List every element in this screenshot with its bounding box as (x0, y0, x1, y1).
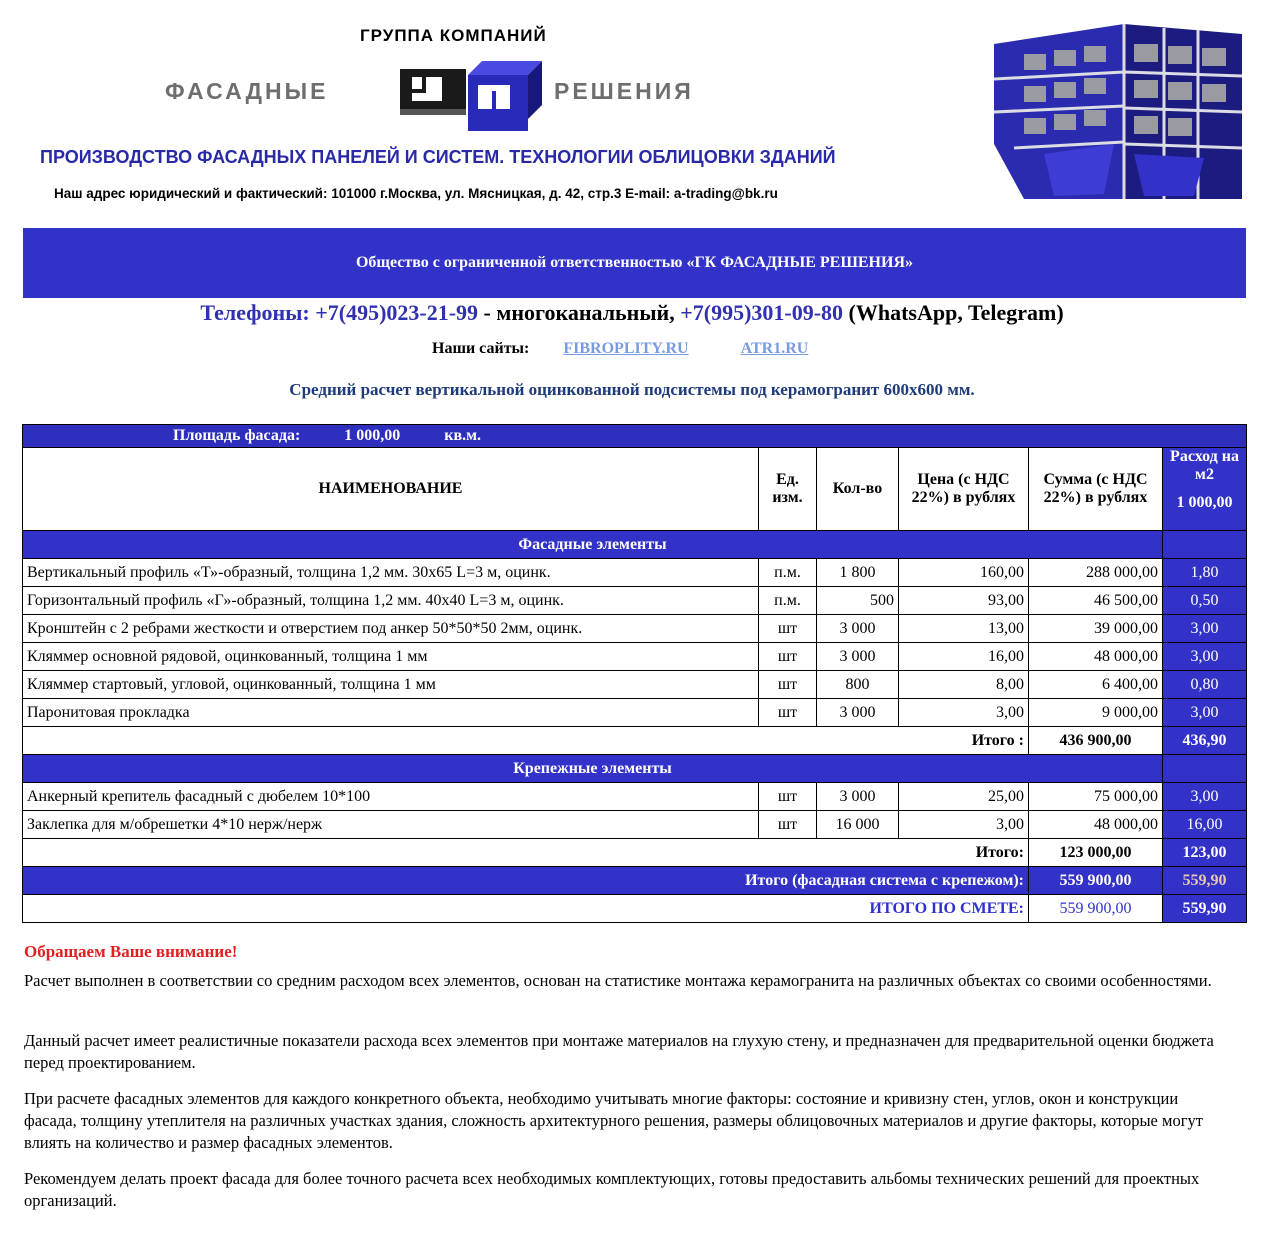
row-qty: 1 800 (817, 559, 899, 587)
row-price: 16,00 (899, 643, 1029, 671)
row-rate: 1,80 (1163, 559, 1247, 587)
area-label: Площадь фасада: (173, 427, 301, 444)
subtotal-label: Итого: (23, 839, 1029, 867)
row-sum: 9 000,00 (1029, 699, 1163, 727)
site-link-fibroplity[interactable]: FIBROPLITY.RU (563, 340, 689, 357)
row-sum: 48 000,00 (1029, 811, 1163, 839)
header-name: НАИМЕНОВАНИЕ (23, 448, 759, 531)
row-name: Вертикальный профиль «Т»-образный, толщина 1,2 мм. 30х65 L=3 м, оцинк. (23, 559, 759, 587)
grand-total-label: Итого (фасадная система с крепежом): (23, 867, 1029, 895)
note-paragraph-4: Рекомендуем делать проект фасада для более точного расчета всех необходимых комплектующих, готовы предоставить альбомы технических решений для проектных организаций. (24, 1169, 1200, 1210)
group-title: ГРУППА КОМПАНИЙ (360, 26, 547, 45)
company-address: Наш адрес юридический и фактический: 101000 г.Москва, ул. Мясницкая, д. 42, стр.3 E-mail: a-trading@bk.ru (54, 186, 778, 201)
table-row (23, 699, 1247, 727)
row-rate: 0,80 (1163, 671, 1247, 699)
area-unit: кв.м. (444, 427, 482, 444)
row-price: 25,00 (899, 783, 1029, 811)
table-header-row (23, 448, 1247, 531)
row-rate: 3,00 (1163, 643, 1247, 671)
row-price: 8,00 (899, 671, 1029, 699)
row-unit: шт (759, 699, 817, 727)
header-rate-label: Расход на м2 (1170, 448, 1239, 483)
area-row (23, 425, 1247, 448)
row-unit: п.м. (759, 559, 817, 587)
row-price: 3,00 (899, 699, 1029, 727)
row-qty: 500 (817, 587, 899, 615)
grand-total-row (23, 867, 1247, 895)
subtotal-sum: 123 000,00 (1029, 839, 1163, 867)
row-rate: 0,50 (1163, 587, 1247, 615)
row-price: 93,00 (899, 587, 1029, 615)
header-rate (1163, 448, 1247, 531)
row-sum: 6 400,00 (1029, 671, 1163, 699)
row-sum: 288 000,00 (1029, 559, 1163, 587)
row-name: Кляммер стартовый, угловой, оцинкованный, толщина 1 мм (23, 671, 759, 699)
table-row (23, 783, 1247, 811)
row-name: Горизонтальный профиль «Г»-образный, толщина 1,2 мм. 40х40 L=3 м, оцинк. (23, 587, 759, 615)
row-rate: 3,00 (1163, 615, 1247, 643)
row-unit: шт (759, 671, 817, 699)
sites-label: Наши сайты: (432, 340, 530, 357)
section-title: Фасадные элементы (23, 531, 1163, 559)
notice-title: Обращаем Ваше внимание! (24, 942, 238, 961)
row-sum: 46 500,00 (1029, 587, 1163, 615)
subtotal-row-facade (23, 727, 1247, 755)
note-paragraph-1: Расчет выполнен в соответствии со средним расходом всех элементов, основан на статистике монтажа керамогранита на различных объектах со своими особенностями. (24, 971, 1212, 990)
final-total-rate: 559,90 (1163, 895, 1247, 923)
table-row (23, 615, 1247, 643)
final-total-label: ИТОГО ПО СМЕТЕ: (23, 895, 1029, 923)
header-price: Цена (с НДС 22%) в рублях (899, 448, 1029, 531)
phone-main[interactable]: Телефоны: +7(495)023-21-99 (200, 300, 479, 325)
final-total-row (23, 895, 1247, 923)
company-logo-icon (398, 55, 544, 133)
phones-line (0, 300, 1264, 326)
row-price: 13,00 (899, 615, 1029, 643)
table-row (23, 671, 1247, 699)
row-rate: 3,00 (1163, 699, 1247, 727)
grand-total-rate: 559,90 (1163, 867, 1247, 895)
row-unit: шт (759, 811, 817, 839)
section-row-facade (23, 531, 1247, 559)
subtotal-label: Итого : (23, 727, 1029, 755)
row-price: 160,00 (899, 559, 1029, 587)
estimate-table (22, 424, 1247, 923)
calculation-title: Средний расчет вертикальной оцинкованной подсистемы под керамогранит 600х600 мм. (289, 380, 975, 399)
company-banner: Общество с ограниченной ответственностью «ГК ФАСАДНЫЕ РЕШЕНИЯ» (23, 228, 1246, 298)
grand-total-sum: 559 900,00 (1029, 867, 1163, 895)
phone-second[interactable]: +7(995)301-09-80 (680, 300, 844, 325)
row-qty: 3 000 (817, 643, 899, 671)
table-row (23, 811, 1247, 839)
row-unit: шт (759, 643, 817, 671)
row-price: 3,00 (899, 811, 1029, 839)
row-name: Анкерный крепитель фасадный с дюбелем 10*100 (23, 783, 759, 811)
site-link-atr1[interactable]: ATR1.RU (740, 340, 809, 357)
header-qty: Кол-во (817, 448, 899, 531)
building-facade-image (984, 24, 1246, 199)
row-qty: 16 000 (817, 811, 899, 839)
row-unit: шт (759, 783, 817, 811)
row-qty: 3 000 (817, 615, 899, 643)
row-sum: 75 000,00 (1029, 783, 1163, 811)
subtotal-sum: 436 900,00 (1029, 727, 1163, 755)
row-qty: 800 (817, 671, 899, 699)
row-name: Паронитовая прокладка (23, 699, 759, 727)
row-sum: 39 000,00 (1029, 615, 1163, 643)
phone-messengers-note: (WhatsApp, Telegram) (843, 300, 1064, 325)
subtotal-rate: 436,90 (1163, 727, 1247, 755)
area-value: 1 000,00 (344, 427, 401, 444)
header-sum: Сумма (с НДС 22%) в рублях (1029, 448, 1163, 531)
table-row (23, 559, 1247, 587)
table-row (23, 643, 1247, 671)
subtotal-row-fasteners (23, 839, 1247, 867)
row-name: Заклепка для м/обрешетки 4*10 нерж/нерж (23, 811, 759, 839)
section-title: Крепежные элементы (23, 755, 1163, 783)
note-paragraph-3: При расчете фасадных элементов для каждого конкретного объекта, необходимо учитывать многие факторы: состояние и кривизну стен, углов, окон и конструкции фасада, толщину утеплителя на различных участках здания, сложность архитектурного решения, размеры облицовочных материалов и другие факторы, которые могут влиять на количество и размер фасадных элементов. (24, 1089, 1203, 1152)
row-unit: шт (759, 615, 817, 643)
header-rate-value: 1 000,00 (1176, 494, 1233, 511)
section-row-fasteners (23, 755, 1247, 783)
brand-word-left: ФАСАДНЫЕ (165, 78, 329, 104)
row-rate: 16,00 (1163, 811, 1247, 839)
row-qty: 3 000 (817, 699, 899, 727)
sites-line (432, 340, 826, 358)
row-qty: 3 000 (817, 783, 899, 811)
row-rate: 3,00 (1163, 783, 1247, 811)
table-row (23, 587, 1247, 615)
row-name: Кляммер основной рядовой, оцинкованный, толщина 1 мм (23, 643, 759, 671)
final-total-sum: 559 900,00 (1029, 895, 1163, 923)
note-paragraph-2: Данный расчет имеет реалистичные показатели расхода всех элементов при монтаже материалов на глухую стену, и предназначен для предварительной оценки бюджета перед проектированием. (24, 1031, 1214, 1072)
phone-multichannel-note: - многоканальный, (478, 300, 681, 325)
subtotal-rate: 123,00 (1163, 839, 1247, 867)
row-sum: 48 000,00 (1029, 643, 1163, 671)
tagline: ПРОИЗВОДСТВО ФАСАДНЫХ ПАНЕЛЕЙ И СИСТЕМ. ТЕХНОЛОГИИ ОБЛИЦОВКИ ЗДАНИЙ (40, 147, 836, 167)
brand-word-right: РЕШЕНИЯ (554, 78, 694, 104)
row-name: Кронштейн с 2 ребрами жесткости и отверстием под анкер 50*50*50 2мм, оцинк. (23, 615, 759, 643)
header-unit: Ед. изм. (759, 448, 817, 531)
row-unit: п.м. (759, 587, 817, 615)
